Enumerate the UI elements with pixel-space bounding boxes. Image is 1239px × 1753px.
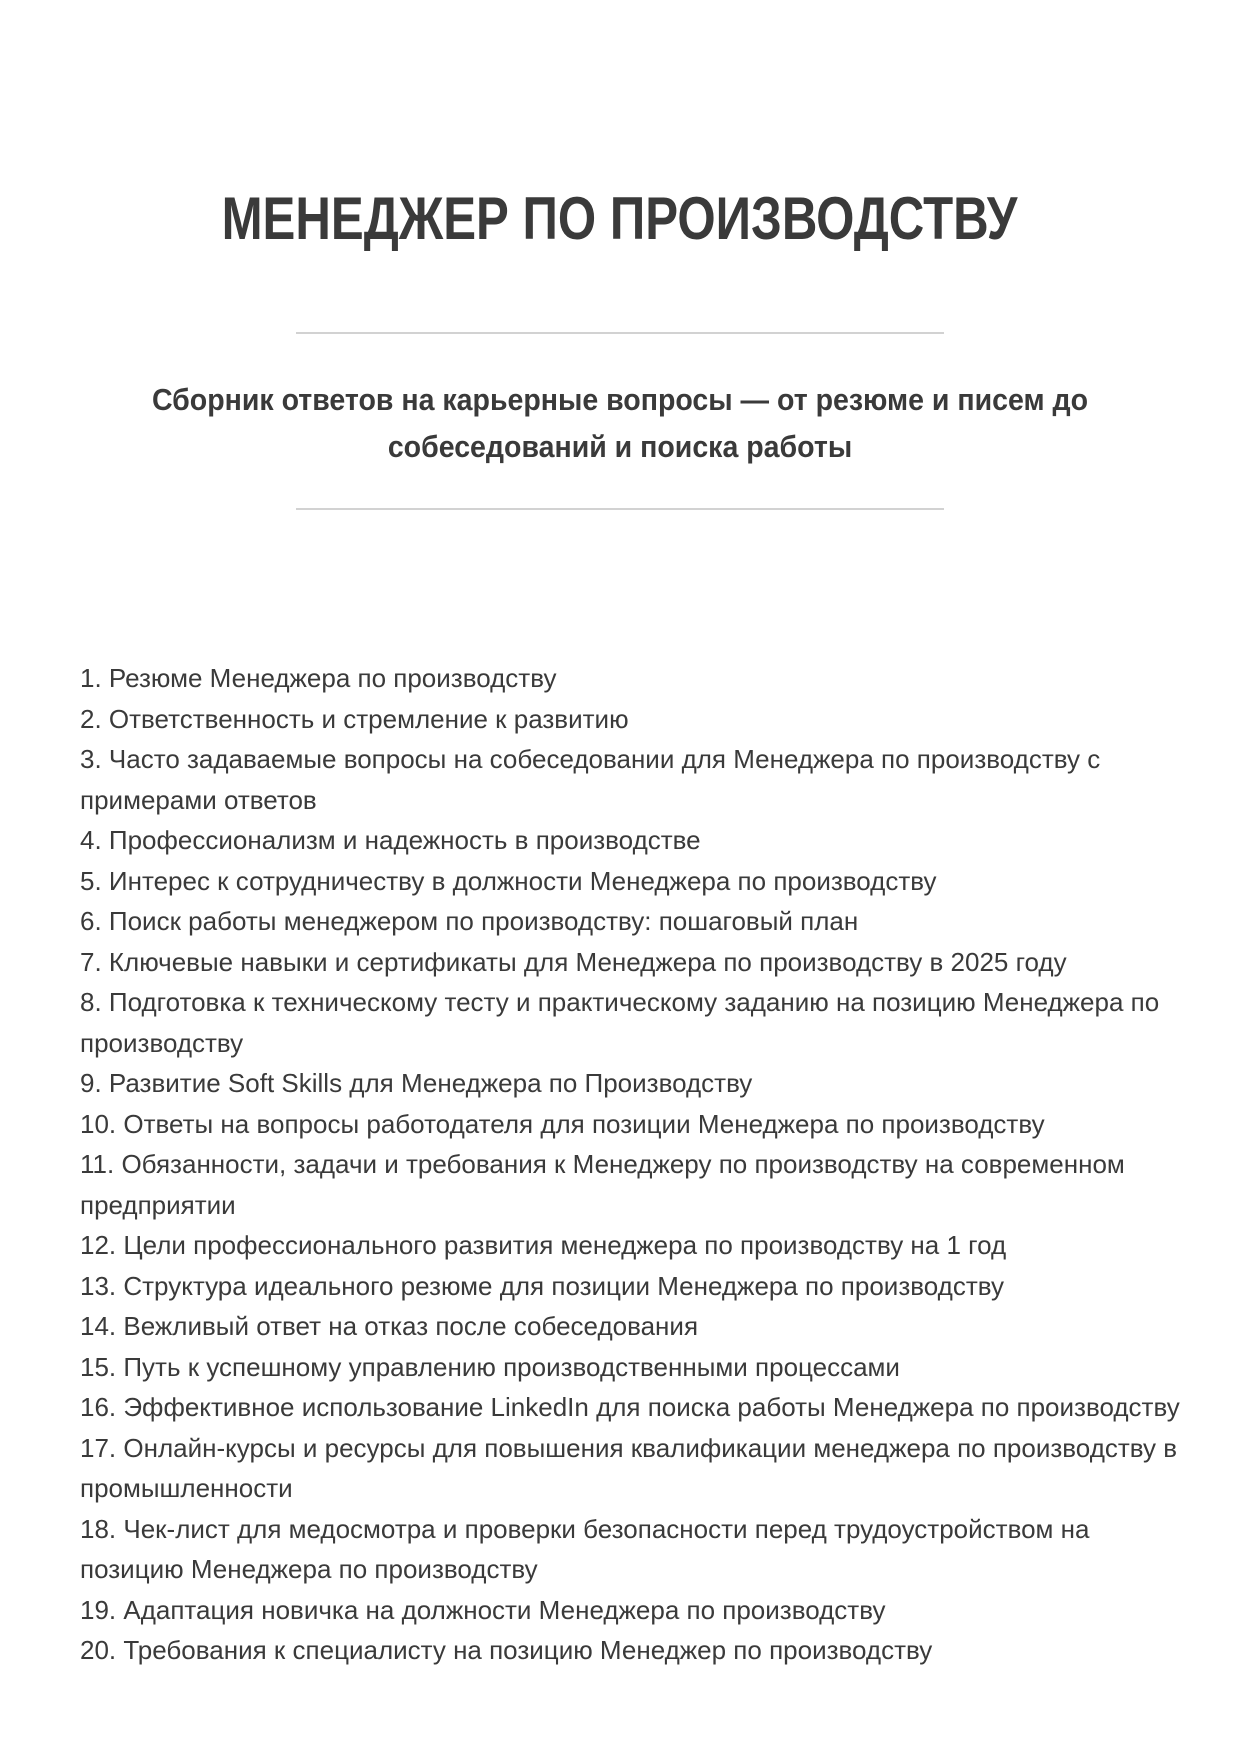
toc-item: 7. Ключевые навыки и сертификаты для Менеджера по производству в 2025 году (80, 946, 1067, 977)
toc-item: 2. Ответственность и стремление к развитию (80, 703, 629, 734)
toc-item: 14. Вежливый ответ на отказ после собеседования (80, 1311, 699, 1341)
toc-item: 9. Развитие Soft Skills для Менеджера по Производству (80, 1068, 753, 1098)
toc-item: 15. Путь к успешному управлению производственными процессами (80, 1351, 900, 1382)
toc-item: 19. Адаптация новичка на должности Менеджера по производству (80, 1594, 886, 1625)
toc-item: 20. Требования к специалисту на позицию Менеджер по производству (80, 1635, 933, 1665)
toc-item: 11. Обязанности, задачи и требования к Менеджеру по производству на современном предприятии (80, 1149, 1125, 1220)
toc-list (80, 658, 1190, 1671)
document-title: МЕНЕДЖЕР ПО ПРОИЗВОДСТВУ (221, 185, 1018, 252)
title-divider-top (296, 332, 944, 334)
title-divider-bottom (296, 508, 944, 510)
toc-item: 5. Интерес к сотрудничеству в должности Менеджера по производству (80, 865, 937, 896)
toc-item: 1. Резюме Менеджера по производству (80, 663, 557, 693)
toc-item: 8. Подготовка к техническому тесту и практическому заданию на позицию Менеджера по производству (80, 987, 1160, 1058)
toc-item: 16. Эффективное использование LinkedIn для поиска работы Менеджера по производству (80, 1392, 1180, 1422)
toc-item: 4. Профессионализм и надежность в производстве (80, 825, 701, 855)
toc-item: 12. Цели профессионального развития менеджера по производству на 1 год (80, 1230, 1007, 1260)
document-subtitle: Сборник ответов на карьерные вопросы — от резюме и писем до собеседований и поиска работы (151, 382, 1088, 464)
toc-item: 13. Структура идеального резюме для позиции Менеджера по производству (80, 1270, 1004, 1301)
toc-item: 18. Чек-лист для медосмотра и проверки безопасности перед трудоустройством на позицию Менеджера по производству (80, 1513, 1090, 1584)
toc-item: 17. Онлайн-курсы и ресурсы для повышения квалификации менеджера по производству в промышленности (80, 1432, 1178, 1503)
toc-item: 10. Ответы на вопросы работодателя для позиции Менеджера по производству (80, 1108, 1045, 1139)
toc-item: 3. Часто задаваемые вопросы на собеседовании для Менеджера по производству с примерами ответов (80, 744, 1101, 815)
toc-item: 6. Поиск работы менеджером по производству: пошаговый план (80, 906, 859, 936)
